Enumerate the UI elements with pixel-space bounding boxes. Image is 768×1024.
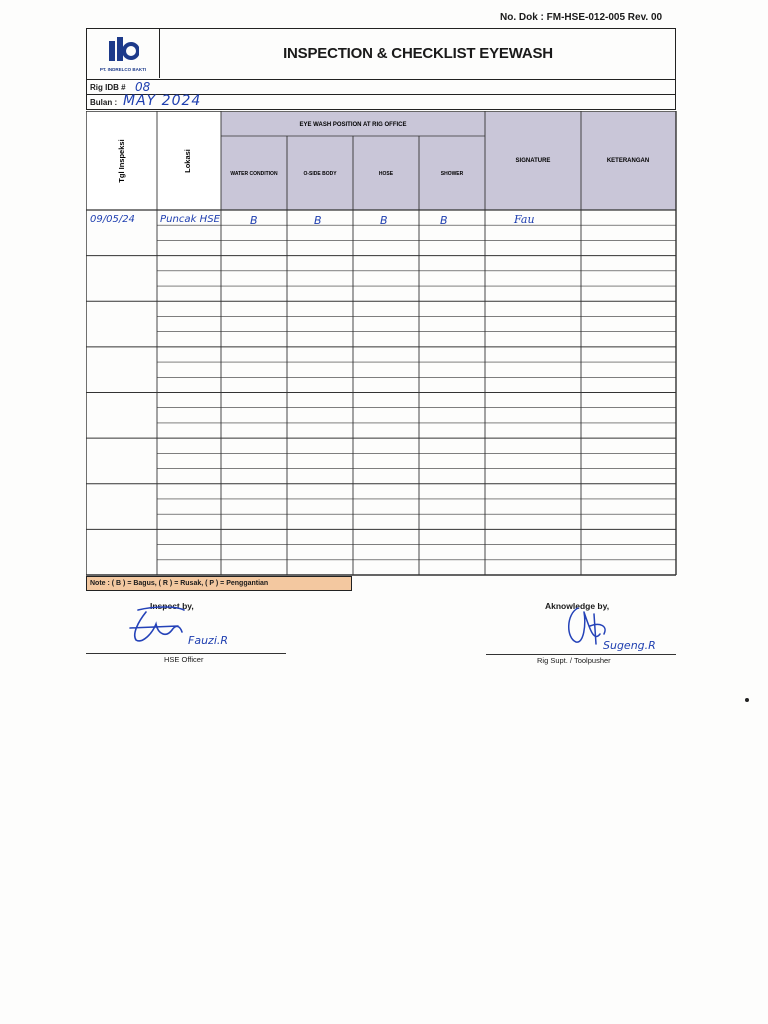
form-header (86, 28, 676, 80)
entry-water: B (250, 214, 258, 227)
entry-signature: Fau (514, 213, 535, 226)
header-oside: O-SIDE BODY (303, 171, 337, 177)
company-logo-icon (107, 35, 139, 63)
entry-date: 09/05/24 (90, 214, 135, 225)
entry-shower: B (440, 214, 448, 227)
document-number: No. Dok : FM-HSE-012-005 Rev. 00 (500, 12, 663, 23)
company-logo (87, 29, 160, 78)
month-label: Bulan : (90, 98, 118, 107)
rig-label: Rig IDB # (90, 83, 126, 92)
header-location: Lokasi (183, 149, 192, 173)
form-title: INSPECTION & CHECKLIST EYEWASH (283, 45, 553, 62)
entry-hose: B (380, 214, 388, 227)
header-water: WATER CONDITION (230, 171, 278, 177)
inspect-name: Fauzi.R (188, 634, 229, 647)
inspect-label: Inspect by, (150, 601, 194, 611)
stray-mark (745, 698, 749, 702)
acknowledge-line (486, 654, 676, 655)
month-row (86, 95, 676, 110)
entry-location: Puncak HSE (160, 214, 221, 225)
inspect-line (86, 653, 286, 654)
header-signature: SIGNATURE (515, 158, 551, 164)
rig-value: 08 (135, 80, 151, 94)
header-date: Tgl Inspeksi (117, 139, 126, 183)
legend-note: Note : ( B ) = Bagus, ( R ) = Rusak, ( P ) = Penggantian (86, 576, 352, 591)
header-hose: HOSE (378, 171, 394, 177)
acknowledge-name: Sugeng.R (603, 639, 656, 652)
month-value: MAY 2024 (123, 93, 202, 109)
company-name: PT. INDRELCO BAKTI (99, 67, 147, 72)
header-remarks: KETERANGAN (606, 158, 650, 164)
acknowledge-role: Rig Supt. / Toolpusher (537, 656, 611, 665)
header-group: EYE WASH POSITION AT RIG OFFICE (299, 122, 407, 128)
inspect-role: HSE Officer (164, 655, 204, 664)
acknowledge-label: Aknowledge by, (545, 601, 610, 611)
entry-oside: B (314, 214, 322, 227)
inspection-table (86, 111, 678, 579)
header-shower: SHOWER (440, 171, 464, 177)
